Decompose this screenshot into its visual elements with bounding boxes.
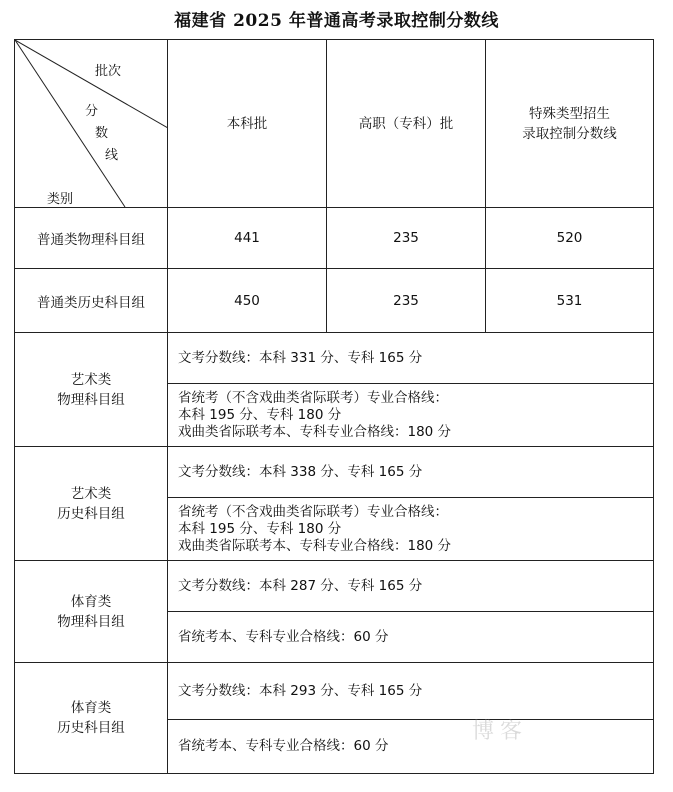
table-row [15, 561, 654, 612]
header-row [15, 40, 654, 208]
group-label [15, 447, 168, 561]
group-label [15, 333, 168, 447]
pro-line-3: 戏曲类省际联考本、专科专业合格线：180 分 [178, 423, 452, 440]
score-table [14, 39, 654, 774]
group-label-line1: 体育类 [70, 593, 112, 610]
page-title: 福建省 2025 年普通高考录取控制分数线 [174, 11, 499, 31]
corner-score-char-3: 线 [105, 148, 119, 163]
row-label: 普通类历史科目组 [15, 269, 168, 333]
professional-score-line: 省统考本、专科专业合格线：60 分 [168, 720, 654, 774]
table-row [15, 208, 654, 269]
professional-score-lines [168, 384, 654, 447]
group-label-line1: 艺术类 [70, 371, 112, 388]
group-label-line2: 历史科目组 [57, 720, 125, 736]
col-header-gaozhi: 高职（专科）批 [327, 40, 486, 208]
group-label [15, 561, 168, 663]
professional-score-lines [168, 498, 654, 561]
group-label-line1: 体育类 [70, 700, 112, 716]
group-label [15, 663, 168, 774]
pro-line-2: 本科 195 分、专科 180 分 [178, 520, 342, 537]
group-label-line2: 历史科目组 [57, 505, 125, 522]
pro-line-1: 省统考（不含戏曲类省际联考）专业合格线： [178, 503, 448, 520]
watermark-logo: 博客 [472, 719, 529, 744]
corner-score-char-2: 数 [95, 126, 109, 141]
table-row [15, 663, 654, 720]
col-header-teshu-line1: 特殊类型招生 [529, 105, 610, 122]
table-row [15, 333, 654, 384]
teshu-score: 520 [486, 208, 654, 269]
culture-score-line: 文考分数线：本科 338 分、专科 165 分 [168, 447, 654, 498]
group-label-line1: 艺术类 [70, 485, 112, 502]
table-row [15, 447, 654, 498]
corner-category-label: 类别 [47, 192, 74, 207]
pro-line-2: 本科 195 分、专科 180 分 [178, 406, 342, 423]
corner-batch-label: 批次 [95, 64, 122, 79]
diagonal-header-cell [15, 40, 168, 208]
culture-score-line: 文考分数线：本科 331 分、专科 165 分 [168, 333, 654, 384]
col-header-teshu [486, 40, 654, 208]
corner-score-char-1: 分 [85, 104, 99, 119]
gaozhi-score: 235 [327, 269, 486, 333]
group-label-line2: 物理科目组 [57, 613, 125, 630]
diagonal-lines [15, 40, 167, 207]
gaozhi-score: 235 [327, 208, 486, 269]
pro-line-3: 戏曲类省际联考本、专科专业合格线：180 分 [178, 537, 452, 554]
pro-line-1: 省统考（不含戏曲类省际联考）专业合格线： [178, 389, 448, 406]
culture-score-line: 文考分数线：本科 287 分、专科 165 分 [168, 561, 654, 612]
col-header-benke: 本科批 [168, 40, 327, 208]
table-row [15, 269, 654, 333]
group-label-line2: 物理科目组 [57, 391, 125, 408]
culture-score-line: 文考分数线：本科 293 分、专科 165 分 [168, 663, 654, 720]
benke-score: 441 [168, 208, 327, 269]
teshu-score: 531 [486, 269, 654, 333]
col-header-teshu-line2: 录取控制分数线 [522, 125, 617, 142]
row-label: 普通类物理科目组 [15, 208, 168, 269]
professional-score-line: 省统考本、专科专业合格线：60 分 [168, 612, 654, 663]
benke-score: 450 [168, 269, 327, 333]
